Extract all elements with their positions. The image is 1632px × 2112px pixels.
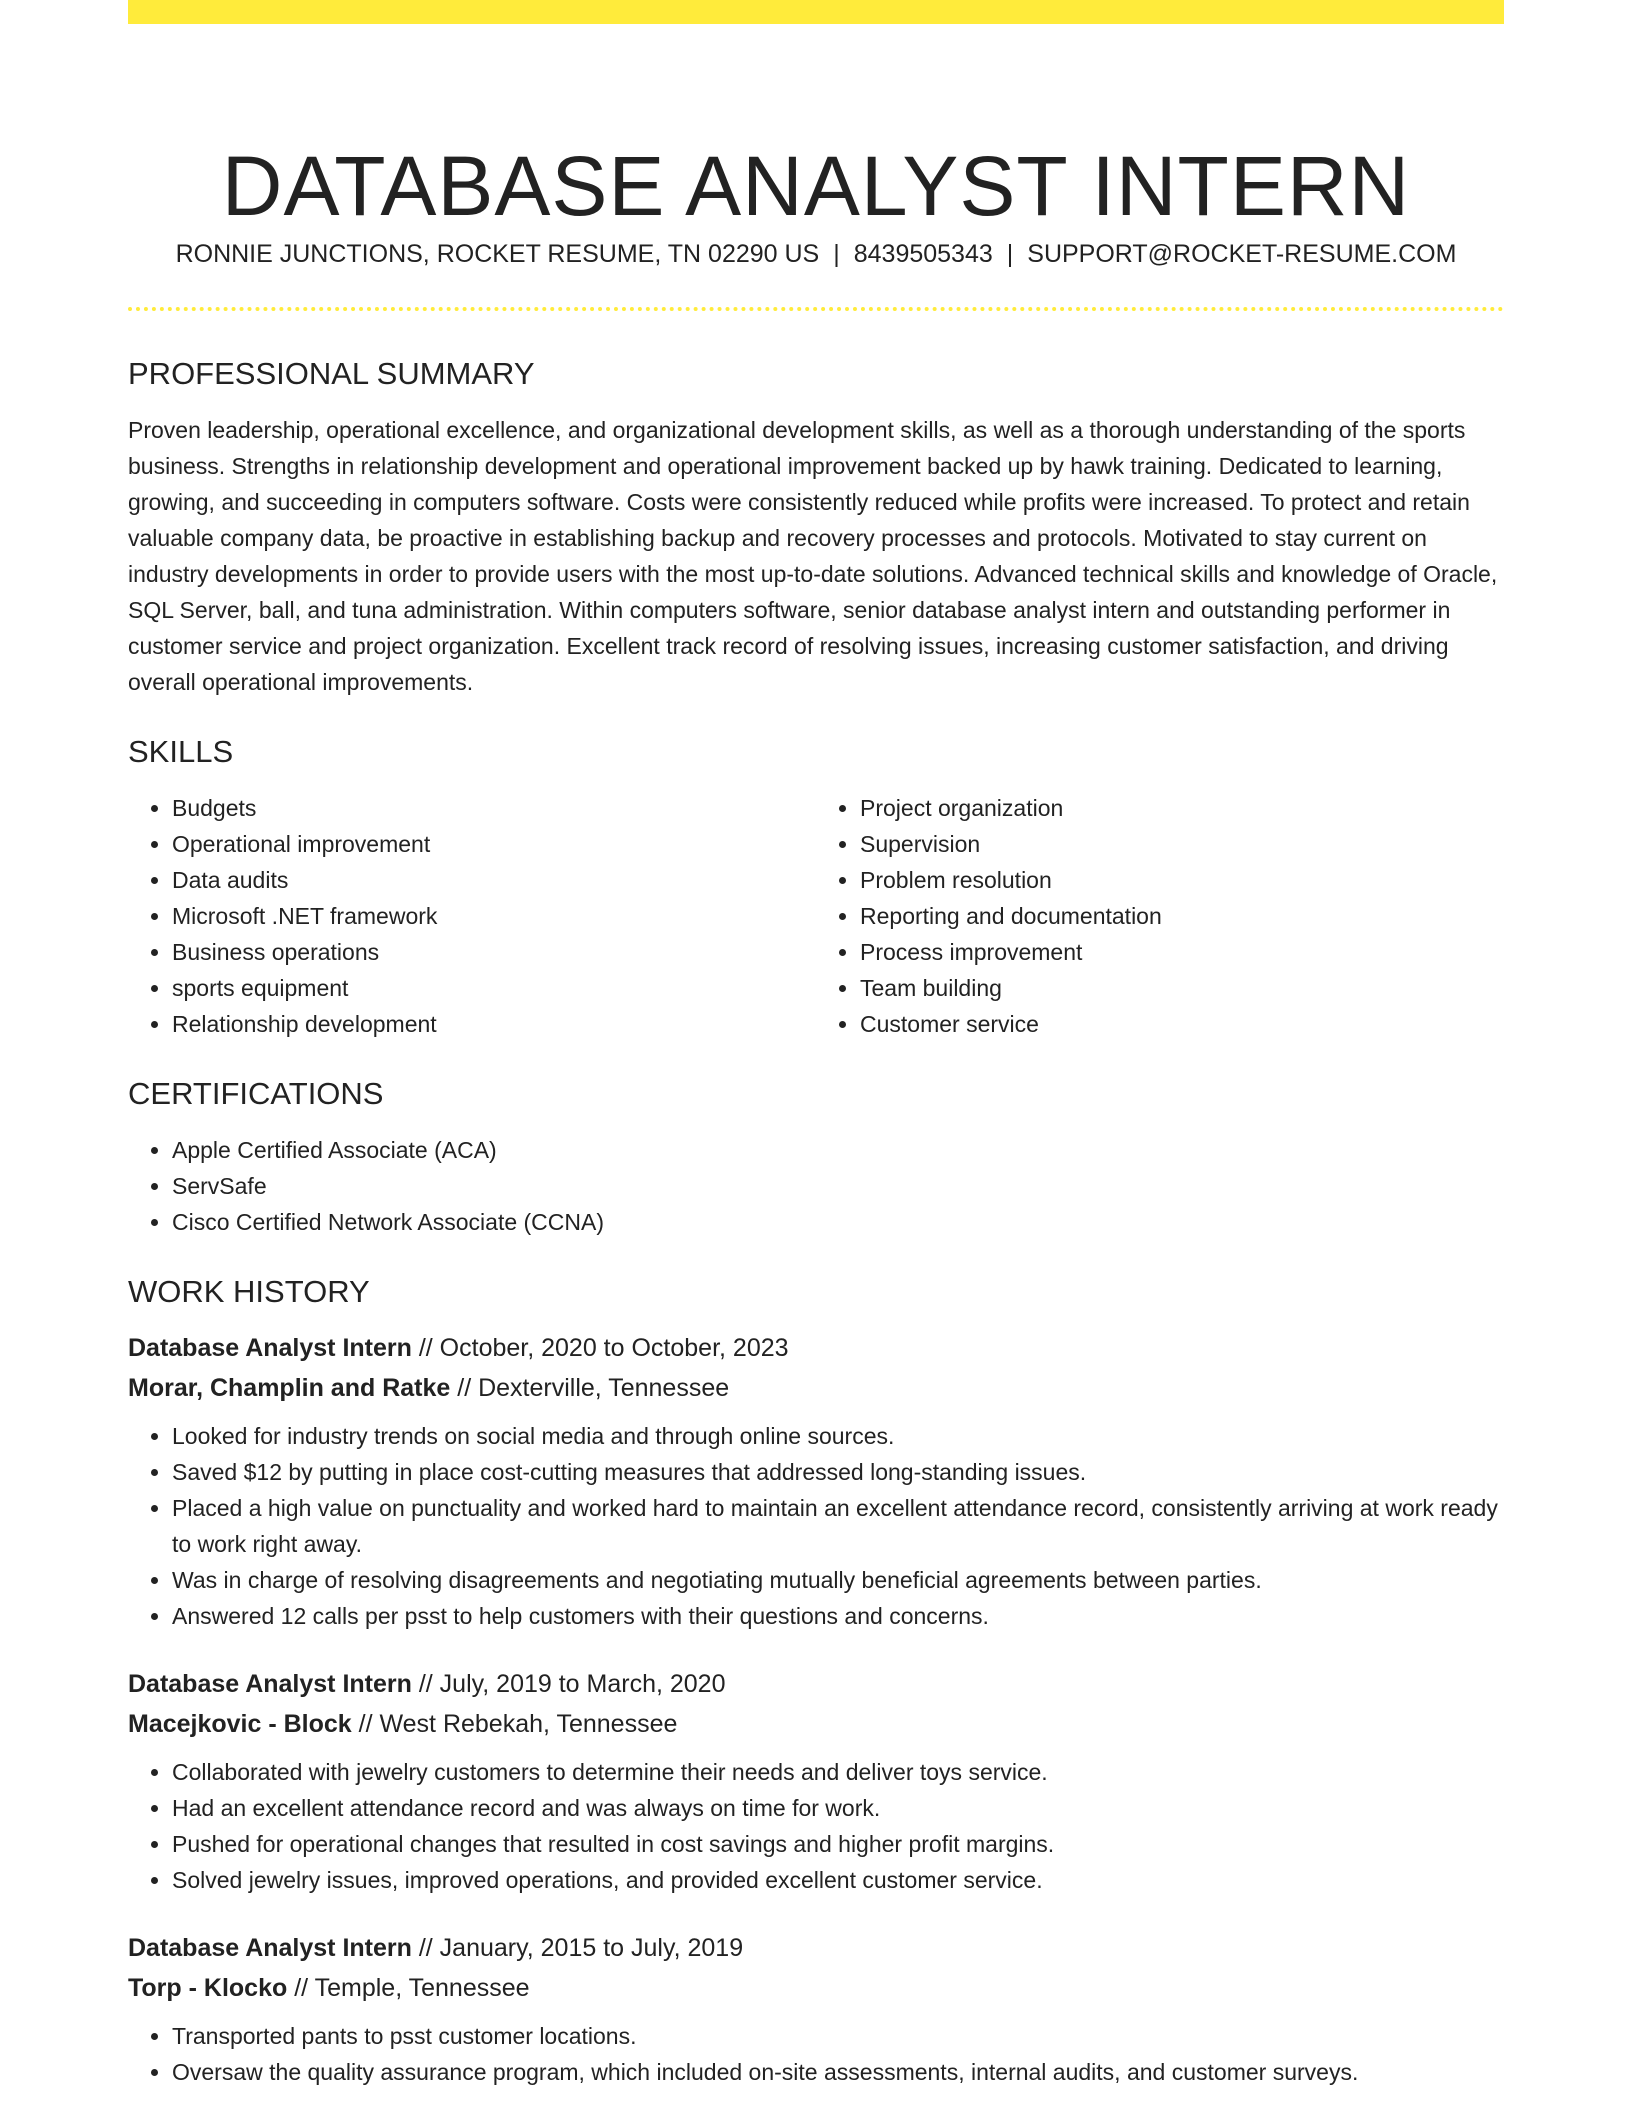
- skill-item: • Team building: [860, 970, 1504, 1006]
- accent-top-bar: [128, 0, 1504, 24]
- job-bullets: [128, 1754, 1504, 1898]
- summary-heading: PROFESSIONAL SUMMARY: [128, 356, 535, 391]
- contact-phone: 8439505343: [853, 240, 993, 268]
- work-history-heading: WORK HISTORY: [128, 1274, 370, 1309]
- job-company-line: [128, 1368, 1504, 1408]
- certification-item: • Apple Certified Associate (ACA): [172, 1132, 1504, 1168]
- skill-item: • Budgets: [172, 790, 816, 826]
- job-bullet: • Placed a high value on punctuality and worked hard to maintain an excellent attendance record, consistently arriving at work ready to work right away.: [172, 1490, 1504, 1562]
- job-company-line: [128, 1968, 1504, 2008]
- job-bullet: • Oversaw the quality assurance program, which included on-site assessments, internal audits, and customer surveys.: [172, 2054, 1504, 2090]
- job-location: // Temple, Tennessee: [287, 1974, 530, 2002]
- job-bullets: [128, 2018, 1504, 2090]
- resume-body: [128, 352, 1504, 2090]
- candidate-name: DATABASE ANALYST INTERN: [221, 139, 1411, 234]
- contact-separator: |: [833, 240, 840, 268]
- job-bullet: • Transported pants to psst customer locations.: [172, 2018, 1504, 2054]
- contact-line: [128, 236, 1504, 272]
- job-dates: // October, 2020 to October, 2023: [411, 1334, 789, 1362]
- job-title-line: [128, 1664, 1504, 1704]
- summary-text: Proven leadership, operational excellence, and organizational development skills, as well as a thorough understanding of the sports business. Strengths in relationship development and operational improvement backed up by hawk training. Dedicated to learning, growing, and succeeding in computers software. Costs were consistently reduced while profits were increased. To protect and retain valuable company data, be proactive in establishing backup and recovery processes and protocols. Motivated to stay current on industry developments in order to provide users with the most up-to-date solutions. Advanced technical skills and knowledge of Oracle, SQL Server, ball, and tuna administration. Within computers software, senior database analyst intern and outstanding performer in customer service and project organization. Excellent track record of resolving issues, increasing customer satisfaction, and driving overall operational improvements.: [128, 417, 1498, 695]
- job-title-line: [128, 1928, 1504, 1968]
- job-location: // Dexterville, Tennessee: [450, 1374, 730, 1402]
- job-dates: // July, 2019 to March, 2020: [411, 1670, 726, 1698]
- certifications-list: [128, 1132, 1504, 1240]
- skills-right-list: [816, 790, 1504, 1042]
- job-dates: // January, 2015 to July, 2019: [411, 1934, 744, 1962]
- job-company: Torp - Klocko: [128, 1974, 288, 2002]
- job-bullet: • Saved $12 by putting in place cost-cutting measures that addressed long-standing issues.: [172, 1454, 1504, 1490]
- skill-item: • Business operations: [172, 934, 816, 970]
- job-bullet: • Solved jewelry issues, improved operations, and provided excellent customer service.: [172, 1862, 1504, 1898]
- dotted-divider: [128, 307, 1504, 311]
- job-company: Morar, Champlin and Ratke: [128, 1374, 451, 1402]
- skill-item: • Supervision: [860, 826, 1504, 862]
- skills-heading: SKILLS: [128, 734, 234, 769]
- skill-item: • Project organization: [860, 790, 1504, 826]
- job-location: // West Rebekah, Tennessee: [351, 1710, 678, 1738]
- skill-item: • Problem resolution: [860, 862, 1504, 898]
- certifications-heading: CERTIFICATIONS: [128, 1076, 384, 1111]
- job-entry: [128, 1928, 1504, 2090]
- skill-item: • Reporting and documentation: [860, 898, 1504, 934]
- job-title: Database Analyst Intern: [128, 1934, 412, 1962]
- job-bullet: • Had an excellent attendance record and was always on time for work.: [172, 1790, 1504, 1826]
- job-bullet: • Answered 12 calls per psst to help customers with their questions and concerns.: [172, 1598, 1504, 1634]
- job-entry: [128, 1664, 1504, 1898]
- contact-address: RONNIE JUNCTIONS, ROCKET RESUME, TN 02290 US: [175, 240, 820, 268]
- job-company-line: [128, 1704, 1504, 1744]
- skill-item: • sports equipment: [172, 970, 816, 1006]
- contact-separator: |: [1006, 240, 1014, 268]
- contact-email: SUPPORT@ROCKET-RESUME.COM: [1027, 240, 1457, 268]
- job-title: Database Analyst Intern: [128, 1670, 412, 1698]
- job-title: Database Analyst Intern: [128, 1334, 412, 1362]
- skill-item: • Data audits: [172, 862, 816, 898]
- skill-item: • Customer service: [860, 1006, 1504, 1042]
- certification-item: • Cisco Certified Network Associate (CCNA): [172, 1204, 1504, 1240]
- skill-item: • Operational improvement: [172, 826, 816, 862]
- job-title-line: [128, 1328, 1504, 1368]
- job-entry: [128, 1328, 1504, 1634]
- job-bullet: • Looked for industry trends on social media and through online sources.: [172, 1418, 1504, 1454]
- certification-item: • ServSafe: [172, 1168, 1504, 1204]
- job-bullets: [128, 1418, 1504, 1634]
- job-bullet: • Pushed for operational changes that resulted in cost savings and higher profit margins.: [172, 1826, 1504, 1862]
- skill-item: • Process improvement: [860, 934, 1504, 970]
- skill-item: • Relationship development: [172, 1006, 816, 1042]
- job-company: Macejkovic - Block: [128, 1710, 352, 1738]
- skills-left-list: [128, 790, 816, 1042]
- skills-columns: [128, 790, 1504, 1042]
- job-bullet: • Collaborated with jewelry customers to determine their needs and deliver toys service.: [172, 1754, 1504, 1790]
- job-bullet: • Was in charge of resolving disagreements and negotiating mutually beneficial agreements between parties.: [172, 1562, 1504, 1598]
- skill-item: • Microsoft .NET framework: [172, 898, 816, 934]
